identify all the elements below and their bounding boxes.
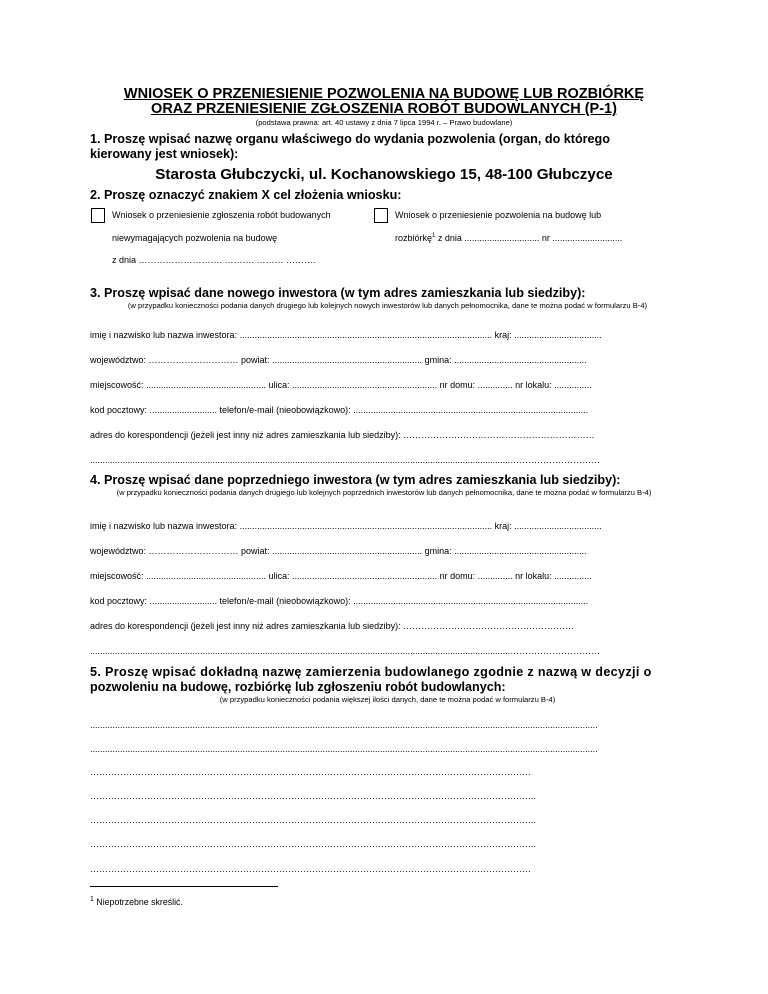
footnote bbox=[90, 896, 183, 907]
project-name-line[interactable]: ………………………………………………………………………………………………………………………………….. bbox=[90, 791, 537, 801]
prev-investor-correspondence-field[interactable]: adres do korespondencji (jeżeli jest inny niż adres zamieszkania lub siedziby): ………………………………………………… bbox=[90, 621, 575, 631]
new-investor-correspondence-field[interactable]: adres do korespondencji (jeżeli jest inny niż adres zamieszkania lub siedziby): …………………….………………………………… bbox=[90, 430, 595, 440]
prev-investor-correspondence-field-2[interactable]: ........................................................................................................................................................................………………………… bbox=[90, 646, 601, 656]
footnote-ref: 1 bbox=[432, 233, 436, 239]
section2-heading: 2. Proszę oznaczyć znakiem X cel złożenia wniosku: bbox=[90, 188, 402, 202]
footnote-text: Niepotrzebne skreślić. bbox=[96, 896, 183, 907]
prev-investor-postal-field[interactable]: kod pocztowy: ........................... telefon/e-mail (nieobowiązkowo): .............................................................................................. bbox=[90, 596, 589, 606]
form-title-line2: ORAZ PRZENIESIENIE ZGŁOSZENIA ROBÓT BUDOWLANYCH (P-1) bbox=[151, 101, 617, 117]
option2-label-line2[interactable] bbox=[395, 233, 622, 243]
option2-label-text: rozbiórkę bbox=[395, 233, 433, 243]
section4-note: (w przypadku konieczności podania danych drugiego lub kolejnych poprzednich inwestorów lub danych pełnomocnika, dane te można podać w formularzu B-4) bbox=[116, 488, 652, 497]
project-name-line[interactable]: ........................................................................................................................................................................................................... bbox=[90, 744, 598, 754]
new-investor-region-field[interactable]: województwo: ………………………… powiat: ............................................................ gmina: ..................................................... bbox=[90, 355, 587, 365]
section5-heading-line1: 5. Proszę wpisać dokładną nazwę zamierzenia budowlanego zgodnie z nazwą w decyzji o bbox=[90, 665, 652, 679]
option2-date-number-field[interactable]: z dnia .............................. nr ............................ bbox=[435, 233, 623, 243]
project-name-line[interactable]: ........................................................................................................................................................................................................... bbox=[90, 720, 598, 730]
prev-investor-name-field[interactable]: imię i nazwisko lub nazwa inwestora: ..................................................................................................... kraj: ................................... bbox=[90, 521, 602, 531]
section4-heading: 4. Proszę wpisać dane poprzedniego inwestora (w tym adres zamieszkania lub siedziby): bbox=[90, 473, 621, 487]
option1-checkbox[interactable] bbox=[91, 208, 105, 223]
authority-name: Starosta Głubczycki, ul. Kochanowskiego 15, 48-100 Głubczyce bbox=[155, 166, 613, 183]
section1-heading-line2: kierowany jest wniosek): bbox=[90, 147, 239, 161]
section5-note: (w przypadku konieczności podania większej ilości danych, dane te można podać w formularzu B-4) bbox=[219, 695, 556, 704]
prev-investor-region-field[interactable]: województwo: ………………………… powiat: ............................................................ gmina: ..................................................... bbox=[90, 546, 587, 556]
section3-note: (w przypadku konieczności podania danych drugiego lub kolejnych nowych inwestorów lub danych pełnomocnika, dane te można podać w formularzu B-4) bbox=[127, 301, 648, 310]
project-name-line[interactable]: ………………………………………………………………………………………………………………………………… bbox=[90, 864, 531, 874]
project-name-line[interactable]: ………………………………………………………………………………………………………………………………… bbox=[90, 767, 531, 777]
option1-date-field[interactable]: z dnia ………………………. ………. ……… ………. bbox=[112, 255, 316, 265]
project-name-line[interactable]: ………………………………………………………………………………………………………………………………….. bbox=[90, 839, 537, 849]
option2-checkbox[interactable] bbox=[374, 208, 388, 223]
option1-label-line2: niewymagających pozwolenia na budowę bbox=[112, 233, 278, 243]
legal-basis: (podstawa prawna: art. 40 ustawy z dnia 7 lipca 1994 r. – Prawo budowlane) bbox=[255, 118, 513, 127]
new-investor-name-field[interactable]: imię i nazwisko lub nazwa inwestora: ..................................................................................................... kraj: ................................... bbox=[90, 330, 602, 340]
option1-label-line1: Wniosek o przeniesienie zgłoszenia robót budowanych bbox=[112, 210, 331, 220]
section3-heading: 3. Proszę wpisać dane nowego inwestora (w tym adres zamieszkania lub siedziby): bbox=[90, 286, 586, 300]
new-investor-postal-field[interactable]: kod pocztowy: ........................... telefon/e-mail (nieobowiązkowo): .............................................................................................. bbox=[90, 405, 589, 415]
new-investor-correspondence-field-2[interactable]: ........................................................................................................................................................................………………………… bbox=[90, 455, 601, 465]
prev-investor-city-field[interactable]: miejscowość: ................................................ ulica: .......................................................... nr domu: .............. nr lokalu: ............... bbox=[90, 571, 592, 581]
option2-label-line1: Wniosek o przeniesienie pozwolenia na budowę lub bbox=[395, 210, 602, 220]
footnote-separator bbox=[90, 886, 278, 887]
footnote-number: 1 bbox=[90, 896, 94, 903]
form-title-line1: WNIOSEK O PRZENIESIENIE POZWOLENIA NA BUDOWĘ LUB ROZBIÓRKĘ bbox=[123, 86, 645, 102]
new-investor-city-field[interactable]: miejscowość: ................................................ ulica: .......................................................... nr domu: .............. nr lokalu: ............... bbox=[90, 380, 592, 390]
section1-heading-line1: 1. Proszę wpisać nazwę organu właściwego do wydania pozwolenia (organ, do którego bbox=[90, 132, 610, 146]
project-name-line[interactable]: ………………………………………………………………………………………………………………………………….. bbox=[90, 815, 537, 825]
section5-heading-line2: pozwoleniu na budowę, rozbiórkę lub zgłoszeniu robót budowlanych: bbox=[90, 680, 506, 694]
